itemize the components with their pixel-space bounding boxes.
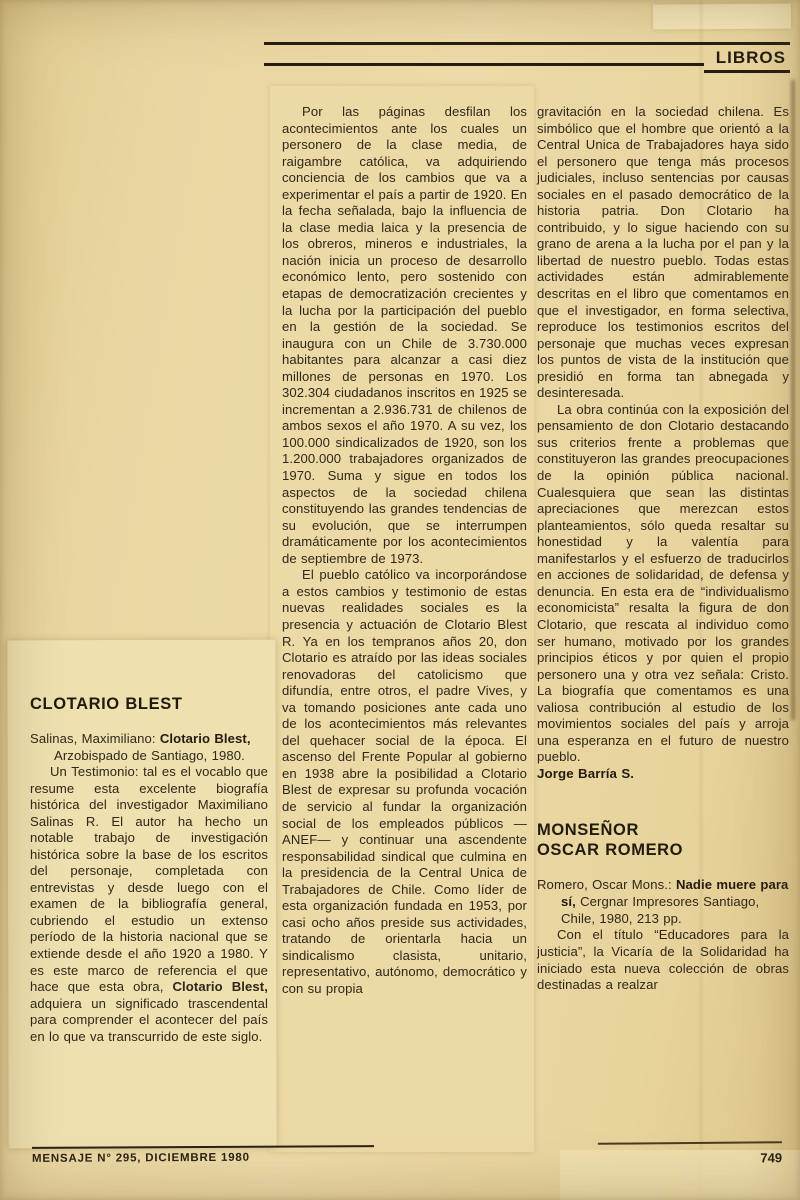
right-column bbox=[537, 104, 789, 994]
citation-publisher: Arzobispado de Santiago, 1980. bbox=[54, 748, 245, 763]
citation-author: Romero, Oscar Mons.: bbox=[537, 877, 676, 893]
header-rule-top bbox=[264, 42, 790, 45]
review-title-clotario-blest: CLOTARIO BLEST bbox=[30, 695, 183, 713]
review-paragraph-left bbox=[30, 764, 268, 1045]
scan-edge-shadow bbox=[791, 80, 795, 720]
left-column bbox=[30, 694, 268, 1045]
title-line-1: MONSEÑOR bbox=[537, 821, 639, 840]
book-citation-oscar-romero bbox=[537, 876, 789, 927]
paragraph-text: Un Testimonio: tal es el vocablo que resume esta excelente biografía histórica del investigador Maximiliano Salinas R. El autor ha hecho un notable trabajo de investigación histórica sobre la base de los escritos del personaje, completada con entrevistas y desde luego con el examen de la bibliografía general, cubriendo el estudio un extenso período de la historia nacional que se extiende desde el año 1920 a 1980. Y es este marco de referencia el que hace que esta obra, bbox=[30, 764, 268, 995]
header-rule-bottom bbox=[264, 63, 704, 66]
middle-column bbox=[282, 104, 527, 998]
citation-book-title: Clotario Blest, bbox=[159, 731, 251, 746]
section-label: LIBROS bbox=[704, 48, 790, 73]
bold-book-mention: Clotario Blest, bbox=[172, 979, 268, 995]
reviewer-signature: Jorge Barría S. bbox=[537, 765, 635, 781]
paragraph-text: adquiera un significado trascendental para comprender el acontecer del país en lo que va transcurrido de este siglo. bbox=[30, 995, 268, 1044]
review-paragraph-4: La obra continúa con la exposición del pensamiento de don Clotario destacando sus criterios frente a problemas que constituyeron las grandes preocupaciones de la opinión pública nacional. Cualesquiera que sean las distintas apreciaciones que merezcan estos planteamientos, sólo queda resaltar su honestidad y la valentía para manifestarlos y el esfuerzo de traducirlos en acciones de solidaridad, de defensa y denuncia. En esta era de “individualismo economicista” resalta la figura de don Clotario, que rescata al individuo como ser humano, motivado por los grandes principios éticos y por quien el propio personero una y otra vez señala: Cristo. La biografía que comentamos es una valiosa contribución al estudio de los movimientos sociales del país y arroja una esperanza en el futuro de nuestro pueblo. bbox=[537, 401, 789, 765]
title-line-2: OSCAR ROMERO bbox=[537, 841, 684, 860]
footer-journal-line: MENSAJE N° 295, DICIEMBRE 1980 bbox=[32, 1145, 374, 1165]
review-paragraph-5: Con el título “Educadores para la justicia”, la Vicaría de la Solidaridad ha iniciado esta nueva colección de obras destinadas a realzar bbox=[537, 927, 789, 993]
citation-author: Salinas, Maximiliano: bbox=[30, 731, 160, 746]
citation-book-title: Nadie muere para sí, bbox=[561, 877, 789, 910]
paper-patch-top-right bbox=[653, 4, 791, 30]
page-header bbox=[264, 42, 790, 73]
review-paragraph-2: El pueblo católico va incorporándose a estos cambios y testimonio de estas nuevas realidades sociales es la presencia y actuación de Clotario Blest R. Ya en los tempranos años 20, don Clotario es atraído por las ideas sociales renovadoras del catolicismo que difundía, entre otros, el padre Vives, y va tomando posiciones ante cada uno de los acontecimientos más relevantes del quehacer social de la época. El ascenso del Frente Popular al gobierno en 1938 abre la posibilidad a Clotario Blest de expresar su profunda vocación de servicio al fundar la organización social de los empleados públicos —ANEF— y continuar una ascendente responsabilidad sindical que culmina en la presidencia de la Central Unica de Trabajadores de Chile. Como líder de esta organización fundada en 1953, por casi ocho años preside sus actividades, tratando de orientarla hacia un sindicalismo clasista, unitario, representativo, autónomo, democrático y con su propia bbox=[282, 567, 527, 996]
footer-page-number: 749 bbox=[598, 1141, 782, 1167]
review-title-oscar-romero bbox=[537, 820, 789, 860]
citation-publisher: Cergnar Impresores Santiago, Chile, 1980, 213 pp. bbox=[561, 894, 760, 927]
review-paragraph-1: Por las páginas desfilan los acontecimientos ante los cuales un personero de la clase media, de raigambre católica, va adquiriendo conciencia de los cambios que va a experimentar el país a partir de 1920. En la fecha señalada, bajo la influencia de la clase media laica y la presencia de los obreros, mineros e industriales, la nación inicia un proceso de desarrollo económico lento, pero sostenido con etapas de democratización crecientes y la lucha por la participación del pueblo en la gestión de la sociedad. Se inaugura con un Chile de 3.730.000 habitantes para alcanzar a casi diez millones de personas en 1970. Los 302.304 ciudadanos inscritos en 1925 se incrementan a 2.936.731 de chilenos de ambos sexos el año 1970. A su vez, los 100.000 sindicalizados de 1920, son los 1.200.000 trabajadores organizados de 1970. Suma y sigue en todos los aspectos de la sociedad chilena constituyendo las grandes tendencias de su evolución, que se interrumpen dramáticamente por los acontecimientos de septiembre de 1973. bbox=[282, 104, 527, 566]
book-citation-clotario-blest bbox=[30, 730, 268, 764]
review-paragraph-3: gravitación en la sociedad chilena. Es simbólico que el hombre que orientó a la Central Unica de Trabajadores haya sido el personero que tenga más procesos judiciales, incluso sentencias por causas sociales en el pasado democrático de la historia patria. Don Clotario ha contribuido, y lo sigue haciendo con su grano de arena a la lucha por el pan y la libertad de nuestro pueblo. Todas estas actividades están admirablemente descritas en el libro que comentamos en que el investigador, en forma selectiva, reproduce los testimonios escritos del personaje que muchas veces expresan los puntos de vista de la institución que presidió en forma tan abnegada y desinteresada. bbox=[537, 104, 789, 401]
